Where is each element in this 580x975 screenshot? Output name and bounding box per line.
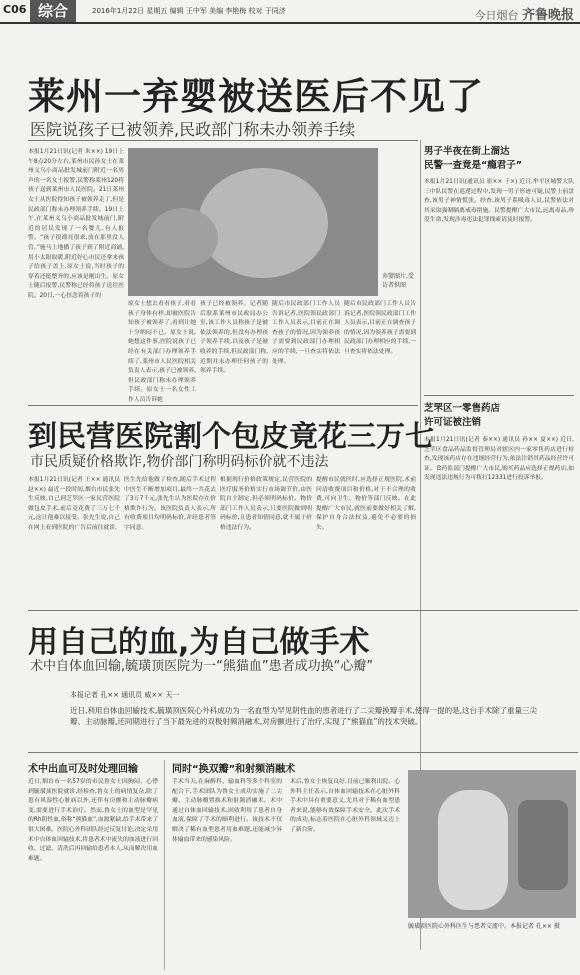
story3-subheadline: 术中自体血回输,毓璜顶医院为一“熊猫血”患者成功换“心瓣” [30,659,374,674]
story1-rule [28,140,418,141]
story1-headline: 莱州一弃婴被送医后不见了 [28,75,484,118]
story1-column-2: 原女士想去看看孩子,看看孩子身体有样,却被医院告知孩子被领养了,看到让她十分纳闷不已。原女士说,她想这件事,医院说孩子已经在有关部门办理领养手续了,莱州市人民医院相关负责人表示,孩子已被领养,但民政部门称未办理领养手续。原女士一名女性工作人员告诉她 [128,301,196,403]
brief2-text: 本报1月21日讯(记者 秦××) 通讯员 孙×× 夏××) 近日,芝罘区食品药品监督管理局对辖区内一家零售药店进行检查,发现该药店存在违规经营行为,依法注销其药品经营许可证。食药监部门提醒广大市民,购买药品应选择正规药店,如发现违法违规行为可拨打12331进行投诉举报。 [424,437,574,482]
brief2-title-line2: 许可证被注销 [424,417,482,428]
story1-column-4: 随后市民政部门工作人员告诉记者,医院领民政部门工作人员表示,目前正在调查孩子的情况,因为领养孩子需要到民政部门办理相应的手续,一旦查实将依法处理。 [272,301,340,365]
photo-shape [148,208,218,268]
brand-name: 齐鲁晚报 [521,8,574,23]
story2-column-2: 医生先给他做了检查,随后手术过程中医生不断增加项目,最终一共花去了3万7千元,张先生认为医院存在价格欺诈行为。该医院负责人表示,所有收费项目均明码标价,并经患者签字同意。 [124,477,216,531]
masthead-brand [474,4,574,23]
story2-column-3: 根据现行价格政策规定,民营医院的医疗服务价格实行市场调节价,由医院自主制定,但必须明码标价。物价部门工作人员表示,只要医院做到明码标价,且患者知情同意,就不属于价格违法行为。 [220,477,312,531]
page-header [0,0,580,24]
brief1-text: 本报1月21日讯(通讯员 崔×× 于×) 近日,牟平区城警大队三中队民警在巡逻过程中,发现一男子形迹可疑,民警上前盘查,该男子神情慌张。经查,该男子系吸毒人员,民警依法对其采取强制隔离戒毒措施。民警提醒广大市民,远离毒品,珍爱生命,发现涉毒违法犯罪线索请及时报警。 [424,179,574,224]
story1-photo [128,148,378,296]
story2-subheadline: 市民质疑价格欺诈,物价部门称明码标价就不违法 [30,454,329,470]
story2-rule-top [28,405,418,406]
story1-column-3: 孩子已经被领养。记者随后联系莱州市民政局办公室,该工作人员称孩子是被依法领养的,但没有办理孩子领养手续,以及孩子是被收养的手续,但民政部门称,近期并未办理任何孩子的领养手续。 [200,301,268,375]
story3-rule-mid [28,752,578,753]
story2-column-4: 提醒市民就医时,应选择正规医院,术前问清收费项目和价格,对于不合理的收费,可向卫生、物价等部门反映。在此提醒广大市民,就医前要做好相关了解,保护自身合法权益,避免不必要的损失。 [316,477,416,531]
story3-rule-top [28,610,578,611]
page-number: C06 [3,3,27,16]
story3-photo [408,770,576,918]
photo-shape [438,790,508,910]
story3-photo-caption: 毓璜顶医院心外科医生与患者交流中。本报记者 孔×× 摄 [408,923,560,930]
story3-column-1: 近日,烟台市一名57岁的市民鲁女士因胸闷、心悸到毓璜顶医院就诊,经检查,鲁女士的病情复杂,除了患有风湿性心脏病以外,还伴有房颤和主动脉瓣病变,需要进行手术治疗。然而,鲁女士的血型是罕见的Rh阴性血,俗称“熊猫血”,血源紧缺,给手术带来了很大困难。医院心外科团队经过反复讨论,决定采用术中自体血回输技术,将患者术中流失的血液进行回收、过滤、清洗后再回输给患者本人,从而解决用血难题。 [28,779,158,862]
brief1-title-line2: 民警一查竟是“瘾君子” [424,160,522,171]
story1-photo-caption: 弃婴图片,受访者供图 [382,273,414,289]
story3-byline: 本报记者 孔×× 通讯员 威×× 天一 [70,691,180,699]
story3-subhead-1: 术中出血可及时处理回输 [28,764,138,775]
story2-headline: 到民营医院割个包皮竟花三万七 [28,419,435,453]
story1-column-1: 本报1月21日讯(记者 朱××) 19日上午8点20分左右,莱州市民孙女士在莱州义乌小商品批发城前门附近一名男声的一名女士报警,民警称莱州120将孩子送到莱州市人民医院。21日莱州女士从医院得知孩子被领养走了,但是民政部门称未办理领养手续。19日上午,在莱州义乌小商品批发城前门,附近的居民发现了一名婴儿,有人报警。“孩子很漂亮很乖,放在那里没人管。”施马上地播了孩子到了附近商铺,用小太阳取暖,附近好心市民还拿来孩子给孩子盖上,原女士说,当时孩子的穿着还挺整齐的,应该是刚出生。原女士随后报警,民警称已经将孩子送往医院。20日,一心挂念着孩子的 [28,149,124,299]
story3-headline: 用自己的血,为自己做手术 [28,625,370,660]
story3-column-3: 术后,鲁女士恢复良好,目前已顺利出院。心外科主任表示,自体血回输技术在心脏外科手术中具有重要意义,尤其对于稀有血型患者来说,能够有效保障手术安全。此次手术的成功,标志着医院在心脏外科领域又迈上了新台阶。 [290,779,400,833]
brief2-title: 芝罘区一零售药店 [424,403,501,414]
story1-subheadline: 医院说孩子已被领养,民政部门称未办领养手续 [30,120,356,139]
story3-column-2: 手术当天,在麻醉科、输血科等多个科室的配合下,手术团队为鲁女士成功实施了二尖瓣、主动脉瓣置换术和射频消融术。术中通过自体血回输技术,回收利用了患者自身血液,保障了手术的顺利进行。该技术不仅解决了稀有血型患者用血难题,还能减少异体输血带来的感染风险。 [172,779,282,843]
issue-meta: 2016年1月22日 星期五 编辑 王中军 美编 李艳梅 校对 于同济 [92,7,286,15]
photo-shape [198,168,328,278]
story1-column-5: 随后市民政部门工作人员告诉记者,医院领民政部门工作人员表示,目前正在调查孩子的情况,因为领养孩子需要到民政部门办理相应的手续,一旦查实将依法处理。 [344,301,416,355]
brief1-title: 男子半夜在街上溜达 [424,146,510,157]
section-label: 综合 [30,0,76,22]
brand-prefix: 今日烟台 [474,9,519,22]
story3-subhead-2: 同时“换双瓣”和射频消融术 [172,764,296,775]
story3-intro: 近日,利用自体血回输技术,毓璜顶医院心外科成功为一名血型为罕见阴性血的患者进行了二尖瓣换瓣手术,使得一提的是,这台手术除了重量三尖瓣、主动脉瓣,还同期进行了当下最先进的双极射频消融术,对房颤进行了治疗,实现了“熊猫血”的技术突破。 [70,706,538,726]
column-divider [164,760,165,970]
photo-shape [518,800,568,890]
story2-column-1: 本报1月21日讯(记者 王×× 通讯员 赵××) 最近一段时间,烟台市民张先生反映,自己到芝罘区一家民营医院做包皮手术,前后竟花费了三万七千元,这让他难以接受。张先生说,自己在网上看到医院的广告后前往就诊, [28,477,120,531]
brief-separator [424,395,574,396]
